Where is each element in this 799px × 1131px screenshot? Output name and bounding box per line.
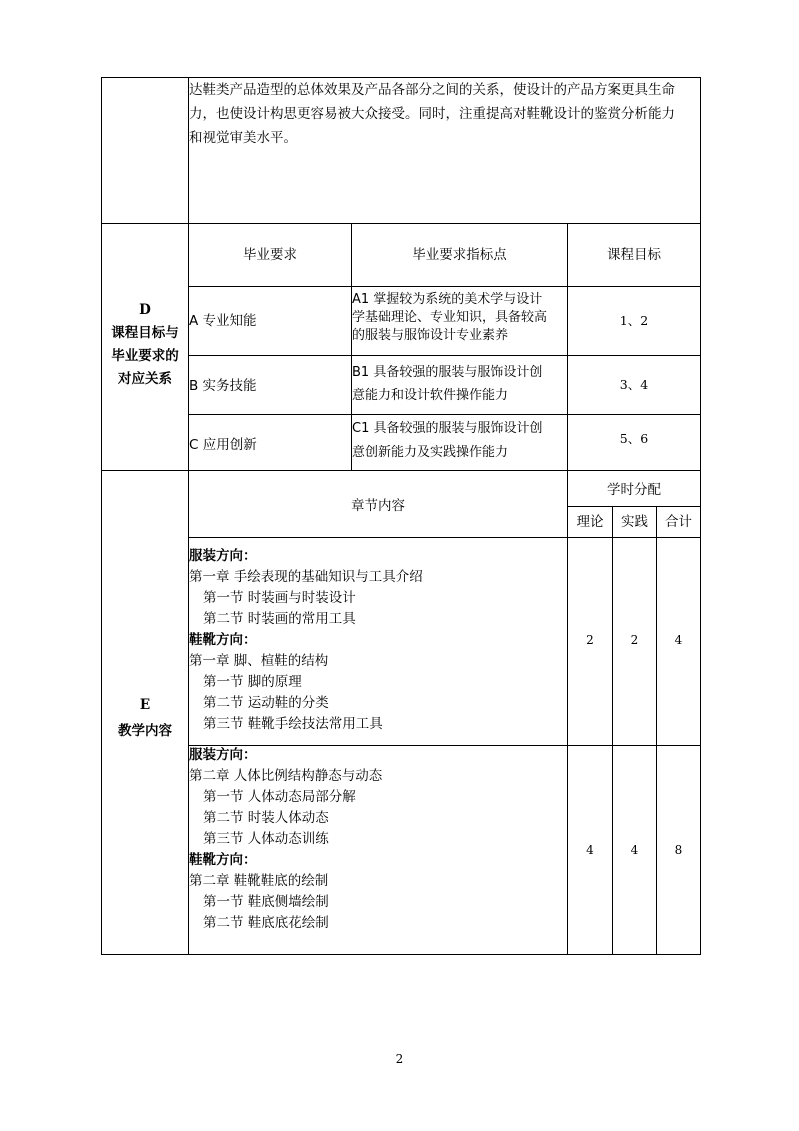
practice-hours: 2 (630, 633, 639, 647)
content-line: 第二节 鞋底底花绘制 (203, 915, 329, 931)
section-d-title-line: 课程目标与 (111, 325, 179, 341)
section-d-code: D (139, 302, 151, 318)
content-line: 鞋靴方向： (189, 852, 257, 868)
header-indicator: 毕业要求指标点 (412, 247, 507, 263)
content-line: 服装方向： (189, 548, 257, 564)
req-cell: B 实务技能 (189, 378, 257, 394)
total-hours: 4 (674, 633, 683, 647)
content-line: 第三节 人体动态训练 (203, 831, 329, 847)
content-line: 第二节 时装人体动态 (203, 810, 329, 826)
indicator-line: B1 具备较强的服装与服饰设计创 (352, 365, 543, 380)
content-line: 第一章 手绘表现的基础知识与工具介绍 (189, 569, 423, 585)
section-d-title-line: 毕业要求的 (111, 348, 179, 364)
total-hours: 8 (674, 843, 683, 857)
theory-hours: 2 (586, 633, 594, 647)
content-line: 第一章 脚、楦鞋的结构 (189, 653, 329, 669)
content-line: 第二节 运动鞋的分类 (203, 695, 329, 711)
header-theory: 理论 (576, 514, 604, 530)
section-e-title: 教学内容 (118, 723, 172, 739)
goal-cell: 1、2 (619, 313, 649, 328)
content-line: 服装方向： (189, 747, 257, 763)
content-line: 第二章 鞋靴鞋底的绘制 (189, 873, 329, 889)
section-c-line: 和视觉审美水平。 (189, 130, 297, 146)
indicator-line: 意创新能力及实践操作能力 (352, 445, 509, 460)
content-line: 第一节 鞋底侧墙绘制 (203, 894, 329, 910)
indicator-line: C1 具备较强的服装与服饰设计创 (352, 421, 543, 436)
indicator-line: 的服装与服饰设计专业素养 (352, 328, 509, 343)
content-line: 第三节 鞋靴手绘技法常用工具 (203, 716, 383, 732)
indicator-line: A1 掌握较为系统的美术学与设计 (352, 292, 543, 307)
practice-hours: 4 (630, 843, 639, 857)
section-e-code: E (139, 697, 151, 713)
goal-cell: 5、6 (619, 431, 649, 446)
content-line: 第一节 脚的原理 (203, 674, 302, 690)
content-line: 鞋靴方向： (189, 632, 257, 648)
page-number: 2 (395, 1052, 404, 1066)
header-graduation-req: 毕业要求 (243, 247, 297, 263)
content-line: 第一节 人体动态局部分解 (203, 789, 356, 805)
section-d-title-line: 对应关系 (118, 371, 172, 387)
section-c-line: 达鞋类产品造型的总体效果及产品各部分之间的关系，使设计的产品方案更具生命 (189, 82, 675, 98)
content-line: 第二章 人体比例结构静态与动态 (189, 768, 383, 784)
header-chapter-content: 章节内容 (351, 498, 405, 514)
header-total: 合计 (665, 514, 692, 530)
req-cell: C 应用创新 (189, 437, 257, 453)
goal-cell: 3、4 (619, 377, 649, 392)
header-hours: 学时分配 (607, 482, 661, 498)
indicator-line: 学基础理论、专业知识，具备较高 (352, 310, 548, 325)
header-practice: 实践 (621, 514, 648, 530)
req-cell: A 专业知能 (189, 313, 257, 329)
header-course-goal: 课程目标 (607, 247, 661, 263)
content-line: 第二节 时装画的常用工具 (203, 611, 356, 627)
theory-hours: 4 (586, 843, 594, 857)
indicator-line: 意能力和设计软件操作能力 (352, 388, 509, 403)
content-line: 第一节 时装画与时装设计 (203, 590, 356, 606)
section-c-line: 力，也使设计构思更容易被大众接受。同时，注重提高对鞋靴设计的鉴赏分析能力 (189, 106, 675, 122)
